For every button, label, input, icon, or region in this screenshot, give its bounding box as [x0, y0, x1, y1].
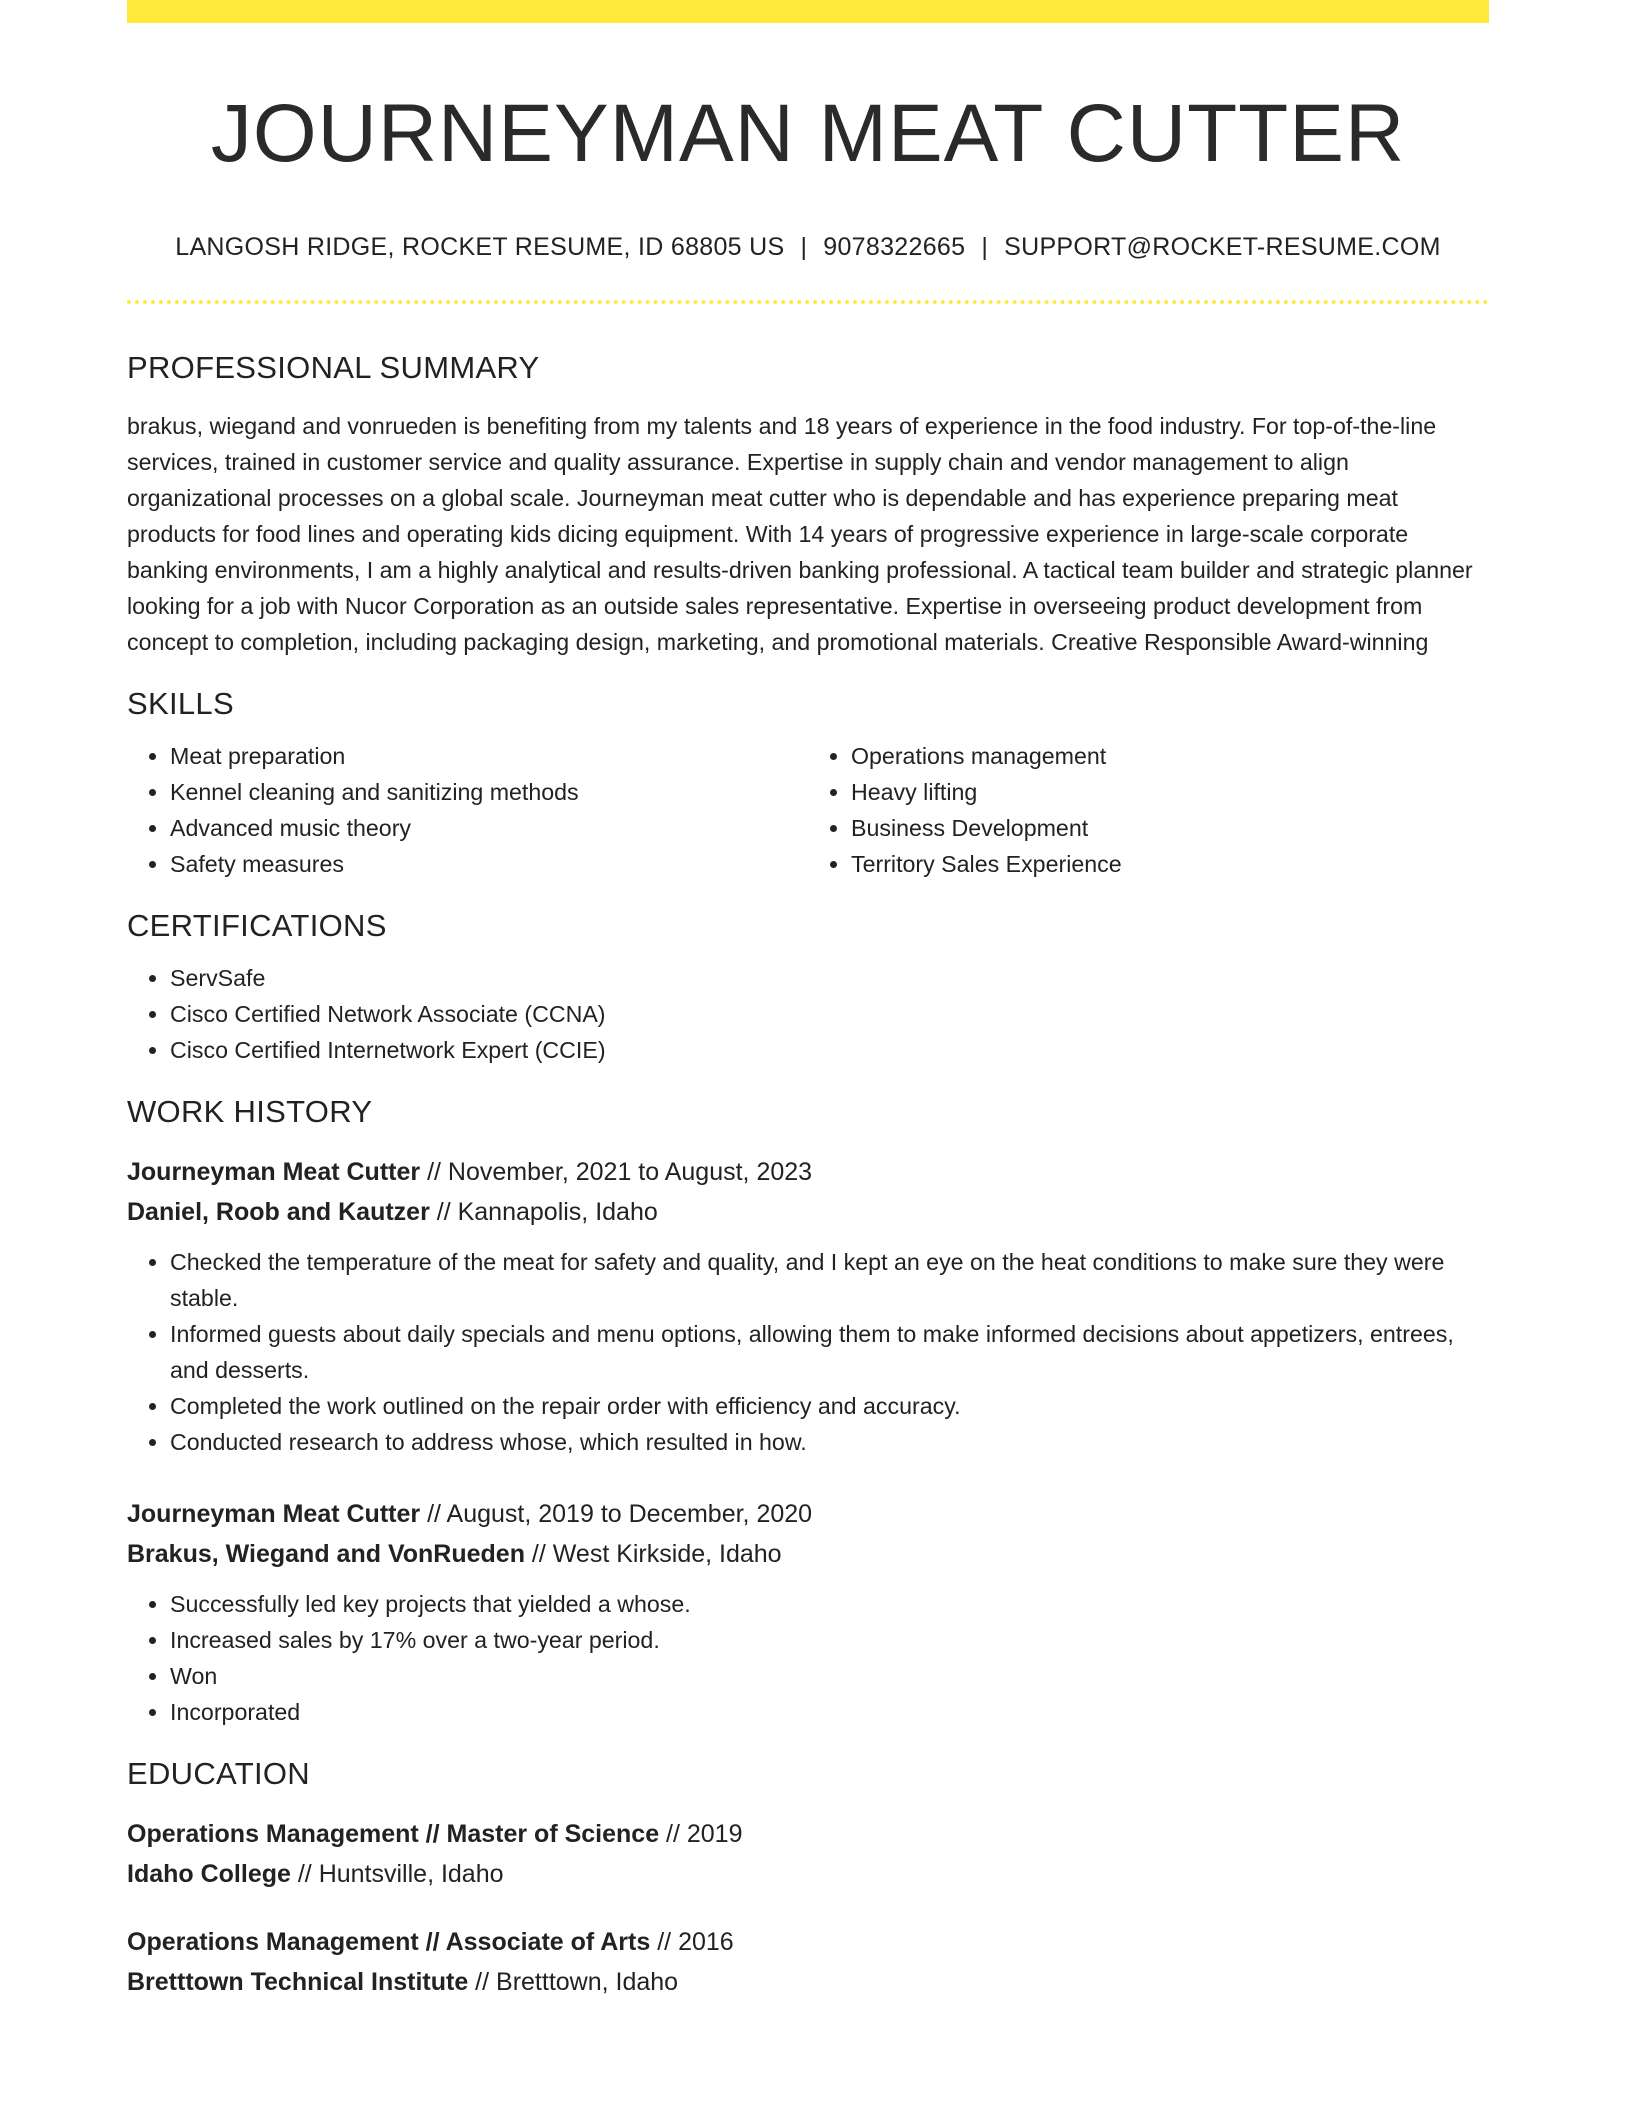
job-bullet: • Incorporated [170, 1694, 1489, 1730]
job-entry [127, 1494, 1489, 1730]
resume-title: JOURNEYMAN MEAT CUTTER [210, 88, 1406, 179]
contact-separator: | [981, 233, 989, 262]
skill-item: • Heavy lifting [851, 774, 1489, 810]
job-entry [127, 1152, 1489, 1460]
summary-heading: PROFESSIONAL SUMMARY [127, 350, 540, 386]
education-section [127, 1756, 1489, 2002]
skill-item: • Operations management [851, 738, 1489, 774]
education-degree: Operations Management // Associate of Arts [127, 1928, 651, 1957]
education-location: // Bretttown, Idaho [468, 1968, 679, 1997]
certification-item: • Cisco Certified Internetwork Expert (CCIE) [170, 1032, 1489, 1068]
skills-section [127, 686, 1489, 882]
job-bullets [127, 1586, 1489, 1730]
job-bullet: • Completed the work outlined on the repair order with efficiency and accuracy. [170, 1388, 1489, 1424]
education-school-line [127, 1854, 1489, 1894]
contact-line [127, 233, 1489, 262]
job-location: // Kannapolis, Idaho [429, 1198, 658, 1227]
job-bullet: • Increased sales by 17% over a two-year period. [170, 1622, 1489, 1658]
dotted-divider [127, 300, 1489, 304]
job-bullet: • Checked the temperature of the meat for safety and quality, and I kept an eye on the heat conditions to make sure they were stable. [170, 1244, 1489, 1316]
skill-item: • Meat preparation [170, 738, 808, 774]
skills-columns [127, 722, 1489, 882]
skills-list-left [127, 738, 808, 882]
certifications-heading: CERTIFICATIONS [127, 908, 387, 944]
education-entry [127, 1814, 1489, 1894]
education-degree: Operations Management // Master of Science [127, 1820, 660, 1849]
skill-item: • Business Development [851, 810, 1489, 846]
summary-section [127, 350, 1489, 660]
work-history-section [127, 1094, 1489, 1730]
job-title: Journeyman Meat Cutter [127, 1158, 421, 1187]
job-company: Brakus, Wiegand and VonRueden [127, 1540, 525, 1569]
education-year: // 2019 [659, 1820, 743, 1849]
job-dates: // August, 2019 to December, 2020 [420, 1500, 813, 1529]
skills-heading: SKILLS [127, 686, 234, 722]
job-title-line [127, 1152, 1489, 1192]
job-title: Journeyman Meat Cutter [127, 1500, 421, 1529]
job-bullet: • Informed guests about daily specials and menu options, allowing them to make informed decisions about appetizers, entrees, and desserts. [170, 1316, 1489, 1388]
job-dates: // November, 2021 to August, 2023 [420, 1158, 813, 1187]
skill-item: • Kennel cleaning and sanitizing methods [170, 774, 808, 810]
certification-item: • ServSafe [170, 960, 1489, 996]
skills-list-right [808, 738, 1489, 882]
job-company-line [127, 1534, 1489, 1574]
job-company: Daniel, Roob and Kautzer [127, 1198, 430, 1227]
contact-phone: 9078322665 [823, 233, 966, 262]
education-heading: EDUCATION [127, 1756, 310, 1792]
job-company-line [127, 1192, 1489, 1232]
job-bullets [127, 1244, 1489, 1460]
certification-item: • Cisco Certified Network Associate (CCNA) [170, 996, 1489, 1032]
summary-text: brakus, wiegand and vonrueden is benefiting from my talents and 18 years of experience in the food industry. For top-of-the-line services, trained in customer service and quality assurance. Expertise in supply chain and vendor management to align organizational processes on a global scale. Journeyman meat cutter who is dependable and has experience preparing meat products for food lines and operating kids dicing equipment. With 14 years of progressive experience in large-scale corporate banking environments, I am a highly analytical and results-driven banking professional. A tactical team builder and strategic planner looking for a job with Nucor Corporation as an outside sales representative. Expertise in overseeing product development from concept to completion, including packaging design, marketing, and promotional materials. Creative Responsible Award-winning [127, 413, 1473, 656]
job-title-line [127, 1494, 1489, 1534]
certifications-list [127, 960, 1489, 1068]
job-bullet: • Conducted research to address whose, which resulted in how. [170, 1424, 1489, 1460]
job-bullet: • Successfully led key projects that yielded a whose. [170, 1586, 1489, 1622]
skill-item: • Territory Sales Experience [851, 846, 1489, 882]
resume-page [127, 0, 1489, 2002]
skill-item: • Safety measures [170, 846, 808, 882]
contact-email: SUPPORT@ROCKET-RESUME.COM [1004, 233, 1441, 262]
top-accent-bar [127, 0, 1489, 23]
skill-item: • Advanced music theory [170, 810, 808, 846]
job-bullet: • Won [170, 1658, 1489, 1694]
education-location: // Huntsville, Idaho [290, 1860, 504, 1889]
certifications-section [127, 908, 1489, 1068]
work-history-heading: WORK HISTORY [127, 1094, 373, 1130]
job-location: // West Kirkside, Idaho [524, 1540, 782, 1569]
education-degree-line [127, 1922, 1489, 1962]
education-school: Idaho College [127, 1860, 291, 1889]
contact-separator: | [800, 233, 808, 262]
education-school-line [127, 1962, 1489, 2002]
education-year: // 2016 [650, 1928, 734, 1957]
education-degree-line [127, 1814, 1489, 1854]
education-entry [127, 1922, 1489, 2002]
education-school: Bretttown Technical Institute [127, 1968, 469, 1997]
contact-address: LANGOSH RIDGE, ROCKET RESUME, ID 68805 US [175, 233, 785, 262]
